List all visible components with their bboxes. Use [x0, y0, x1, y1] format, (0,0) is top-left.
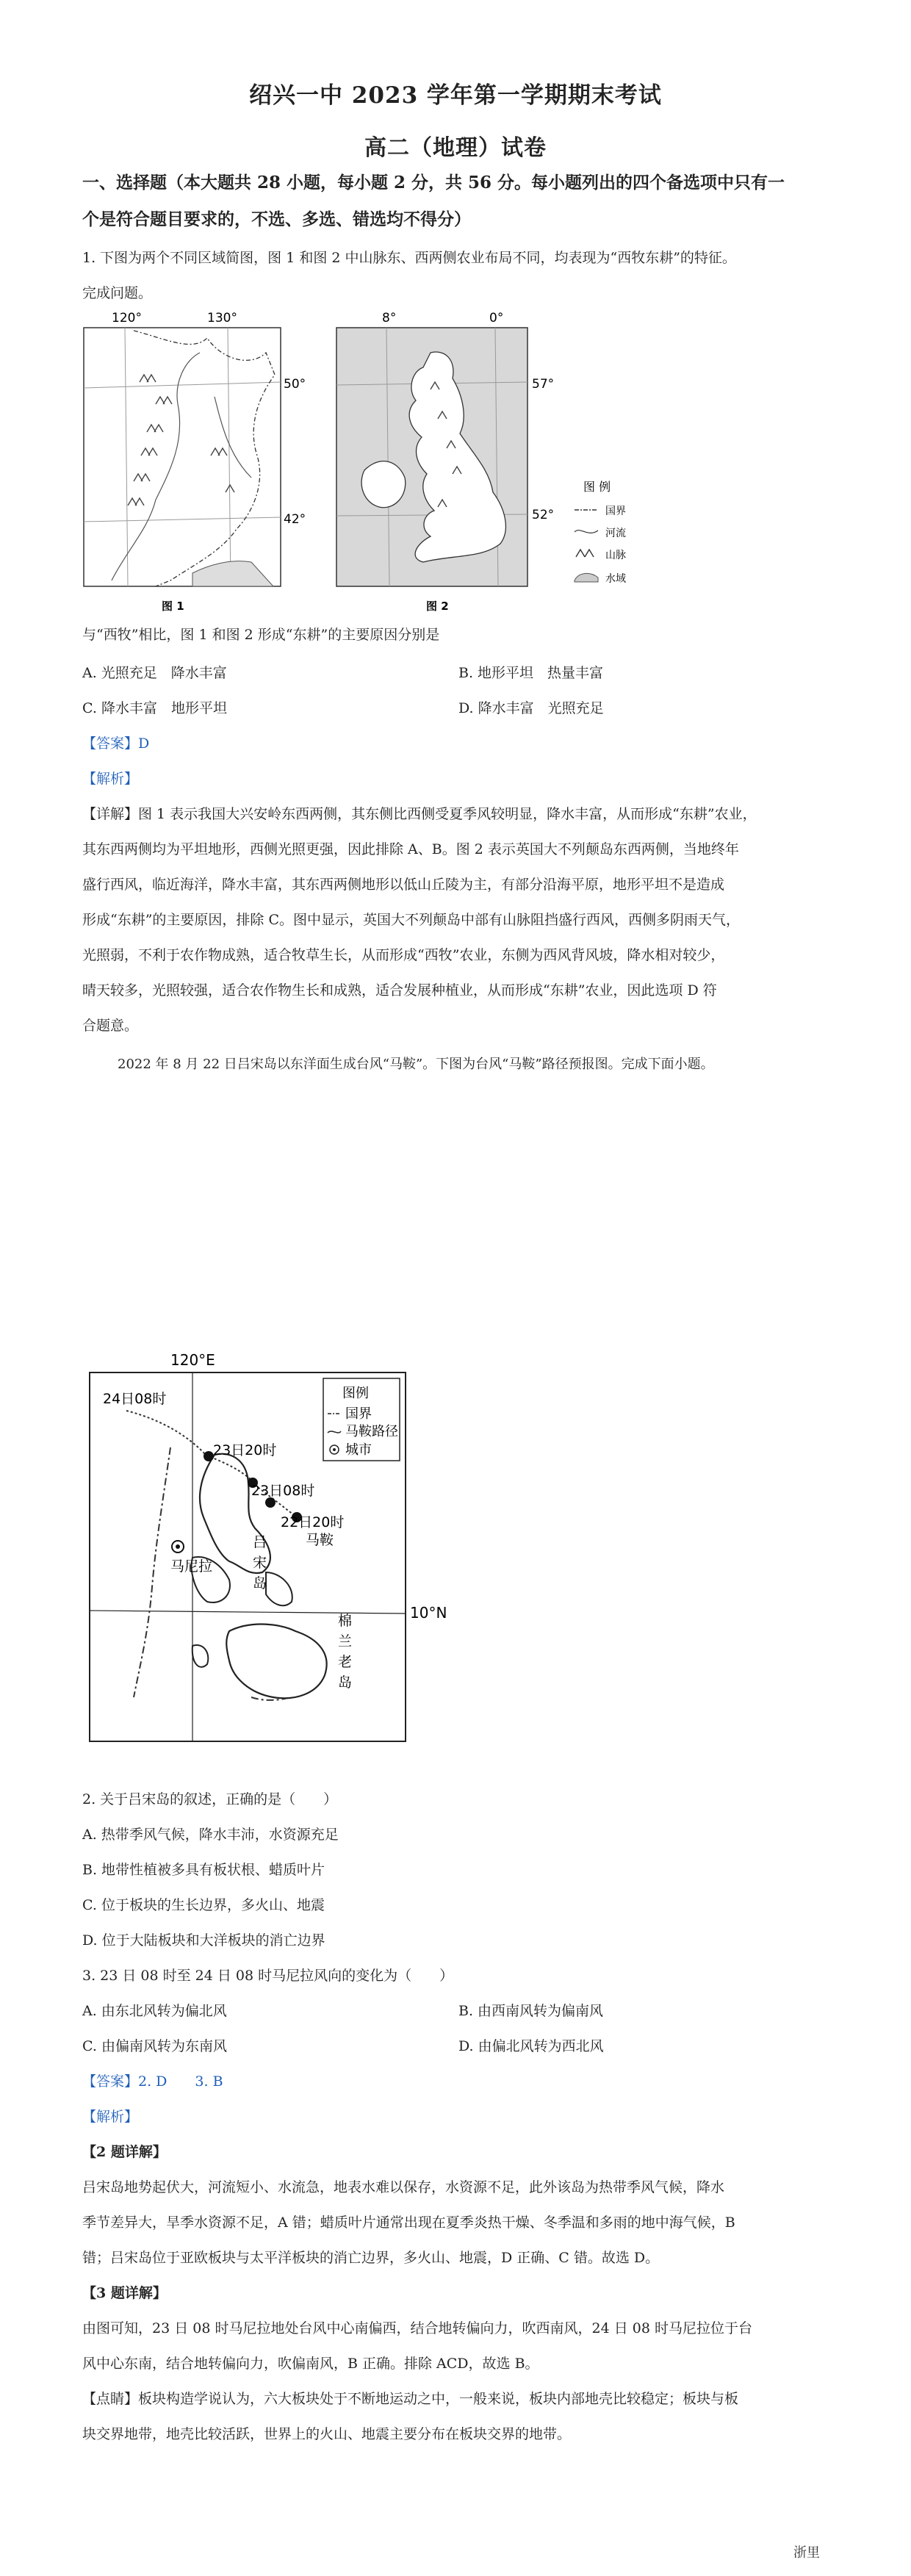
- q3-stem: 3. 23 日 08 时至 24 日 08 时马尼拉风向的变化为（ ）: [82, 1968, 454, 1984]
- track-time-23-20: 23日20时: [213, 1442, 277, 1458]
- q3-detail-2: 风中心东南，结合地转偏向力，吹偏南风，B 正确。排除 ACD，故选 B。: [82, 2356, 539, 2372]
- q1-detail-2: 其东西两侧均为平坦地形，西侧光照更强，因此排除 A、B。图 2 表示英国大不列颠岛东西两侧，当地终年: [82, 841, 739, 857]
- legend-item-river: 河流: [605, 528, 626, 539]
- typhoon-map: [82, 1352, 464, 1749]
- q3-option-c[interactable]: C. 由偏南风转为东南风: [82, 2038, 227, 2054]
- q2-option-b[interactable]: B. 地带性植被多具有板状根、蜡质叶片: [82, 1862, 325, 1878]
- map-legend-border: 国界: [345, 1406, 372, 1422]
- q3-detail-1: 由图可知，23 日 08 时马尼拉地处台风中心南偏西，结合地转偏向力，吹西南风，24 日 08 时马尼拉位于台: [82, 2320, 752, 2336]
- map-lon-label: 120°E: [170, 1351, 215, 1369]
- fig2-lon2: 0°: [489, 311, 504, 325]
- map-legend-city: 城市: [345, 1442, 372, 1458]
- island-luzon-char2: 宋: [253, 1555, 267, 1571]
- q23-point-2: 块交界地带，地壳比较活跃，世界上的火山、地震主要分布在板块交界的地带。: [82, 2426, 572, 2442]
- q1-option-d[interactable]: D. 降水丰富 光照充足: [458, 700, 604, 716]
- fig1-lon1: 120°: [112, 311, 142, 325]
- footer-mark: 浙里: [793, 2545, 820, 2561]
- track-time-23-08: 23日08时: [251, 1483, 315, 1499]
- island-mindanao-char1: 棉: [338, 1613, 353, 1629]
- section-heading-line2: 个是符合题目要求的，不选、多选、错选均不得分）: [82, 209, 471, 229]
- island-mindanao-char3: 老: [338, 1654, 353, 1670]
- exam-subtitle: 高二（地理）试卷: [364, 135, 547, 161]
- q3-option-a[interactable]: A. 由东北风转为偏北风: [82, 2003, 227, 2019]
- q1-analysis-label: 【解析】: [82, 771, 139, 787]
- map-lat-label: 10°N: [410, 1604, 447, 1622]
- q1-stem-line1: 1. 下图为两个不同区域简图，图 1 和图 2 中山脉东、西两侧农业布局不同，均表现为“西牧东耕”的特征。: [82, 250, 736, 266]
- island-luzon-char1: 吕: [253, 1534, 267, 1550]
- fig2-lat2: 52°: [532, 508, 555, 522]
- q1-detail-1: 【详解】图 1 表示我国大兴安岭东西两侧，其东侧比西侧受夏季风较明显，降水丰富，从而形成“东耕”农业，: [82, 806, 757, 822]
- q2-detail-head: 【2 题详解】: [82, 2144, 167, 2160]
- exam-title: 绍兴一中 2023 学年第一学期期末考试: [249, 82, 662, 109]
- q23-point-1: 【点睛】板块构造学说认为，六大板块处于不断地运动之中，一般来说，板块内部地壳比较稳定；板块与板: [82, 2391, 739, 2407]
- q1-detail-4: 形成“东耕”的主要原因，排除 C。图中显示，英国大不列颠岛中部有山脉阻挡盛行西风，西侧多阴雨天气，: [82, 912, 741, 928]
- q2-option-d[interactable]: D. 位于大陆板块和大洋板块的消亡边界: [82, 1932, 325, 1949]
- fig1-lon2: 130°: [207, 311, 237, 325]
- fig-legend: [573, 478, 661, 595]
- q3-option-b[interactable]: B. 由西南风转为偏南风: [458, 2003, 604, 2019]
- q23-answer: 【答案】2. D 3. B: [82, 2073, 223, 2090]
- q1-option-b[interactable]: B. 地形平坦 热量丰富: [458, 665, 604, 681]
- q2-stem: 2. 关于吕宋岛的叙述，正确的是（ ）: [82, 1791, 338, 1807]
- q23-analysis-label: 【解析】: [82, 2109, 139, 2125]
- q1-option-a[interactable]: A. 光照充足 降水丰富: [82, 665, 227, 681]
- q23-intro: 2022 年 8 月 22 日吕宋岛以东洋面生成台风“马鞍”。下图为台风“马鞍”路径预报图。完成下面小题。: [118, 1057, 714, 1072]
- island-luzon-char3: 岛: [253, 1575, 267, 1591]
- fig1-label: 图 1: [162, 600, 184, 613]
- city-manila: 马尼拉: [170, 1558, 213, 1575]
- q2-detail-2: 季节差异大，旱季水资源不足，A 错；蜡质叶片通常出现在夏季炎热干燥、冬季温和多雨的地中海气候，B: [82, 2215, 735, 2231]
- q1-detail-6: 晴天较多，光照较强，适合农作物生长和成熟，适合发展种植业，从而形成“东耕”农业，因此选项 D 符: [82, 982, 717, 999]
- legend-item-mountain: 山脉: [605, 550, 626, 561]
- section-heading-line1: 一、选择题（本大题共 28 小题，每小题 2 分，共 56 分。每小题列出的四个备选项中只有一: [82, 173, 785, 193]
- fig1-lat1: 50°: [284, 377, 306, 392]
- island-mindanao-char2: 兰: [338, 1633, 353, 1649]
- figure-1: [82, 309, 306, 617]
- map-legend-track: 马鞍路径: [345, 1424, 398, 1439]
- q1-detail-3: 盛行西风，临近海洋，降水丰富，其东西两侧地形以低山丘陵为主，有部分沿海平原，地形平坦不是造成: [82, 877, 725, 893]
- q2-detail-3: 错；吕宋岛位于亚欧板块与太平洋板块的消亡边界，多火山、地震，D 正确、C 错。故选 D。: [82, 2250, 660, 2266]
- q2-option-c[interactable]: C. 位于板块的生长边界，多火山、地震: [82, 1897, 325, 1913]
- track-time-22-20: 22日20时: [281, 1514, 345, 1530]
- q2-detail-1: 吕宋岛地势起伏大，河流短小、水流急，地表水难以保存，水资源不足，此外该岛为热带季风气候，降水: [82, 2179, 725, 2195]
- legend-item-border: 国界: [605, 506, 626, 517]
- fig1-lat2: 42°: [284, 512, 306, 527]
- track-start-label: 马鞍: [306, 1532, 334, 1548]
- legend-title: 图 例: [583, 480, 611, 494]
- q1-stem-line2: 完成问题。: [82, 285, 153, 301]
- q1-option-c[interactable]: C. 降水丰富 地形平坦: [82, 700, 227, 716]
- figure-2: [335, 309, 585, 617]
- q3-detail-head: 【3 题详解】: [82, 2285, 167, 2301]
- fig2-lat1: 57°: [532, 377, 555, 392]
- q1-question: 与“西牧”相比，图 1 和图 2 形成“东耕”的主要原因分别是: [82, 627, 440, 643]
- legend-item-water: 水域: [605, 573, 626, 585]
- q1-answer: 【答案】D: [82, 735, 150, 752]
- track-time-24-08: 24日08时: [103, 1391, 167, 1407]
- fig2-label: 图 2: [426, 600, 449, 613]
- fig2-lon1: 8°: [382, 311, 397, 325]
- island-mindanao-char4: 岛: [338, 1674, 353, 1691]
- map-legend-title: 图例: [342, 1386, 369, 1401]
- q3-option-d[interactable]: D. 由偏北风转为西北风: [458, 2038, 604, 2054]
- q2-option-a[interactable]: A. 热带季风气候，降水丰沛，水资源充足: [82, 1827, 339, 1843]
- q1-detail-5: 光照弱，不利于农作物成熟，适合牧草生长，从而形成“西牧”农业，东侧为西风背风坡，降水相对较少，: [82, 947, 725, 963]
- q1-detail-7: 合题意。: [82, 1018, 139, 1034]
